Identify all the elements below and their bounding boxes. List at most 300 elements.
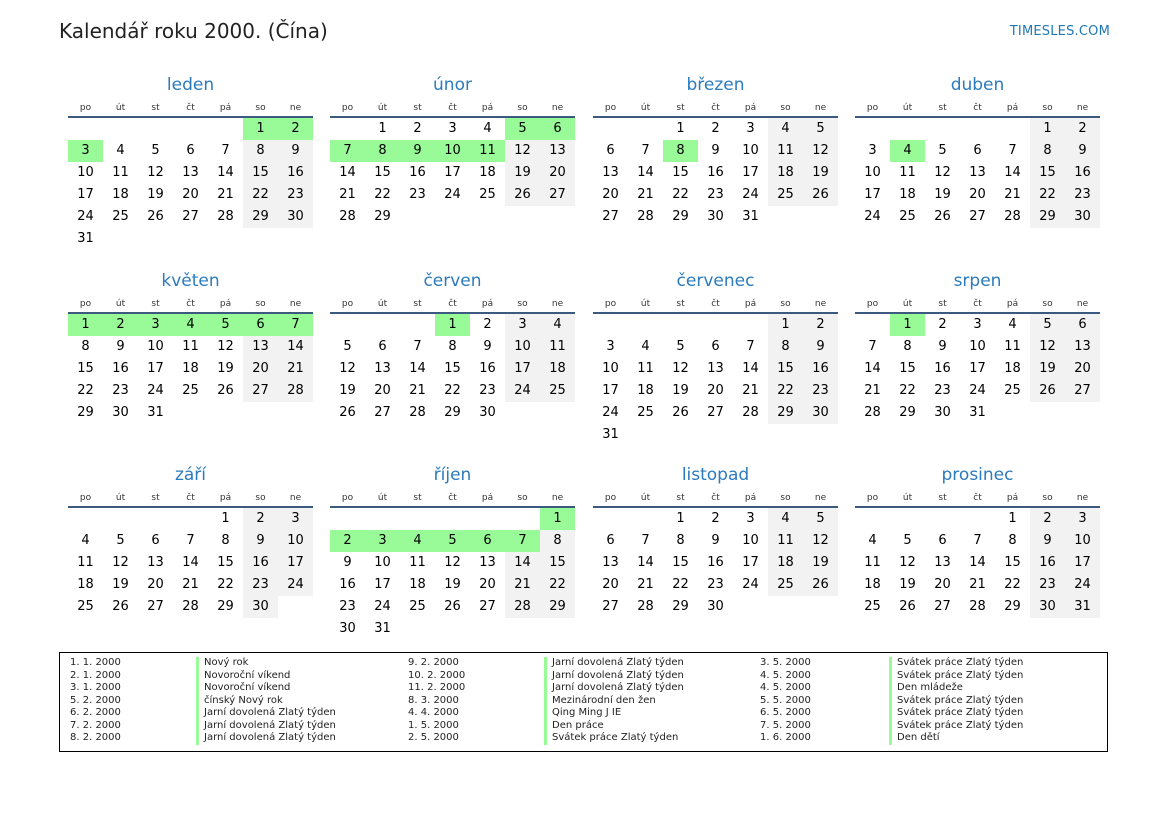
day-cell: 12 xyxy=(803,530,838,552)
day-cell: 22 xyxy=(899,383,916,398)
day-cell: 16 xyxy=(803,358,838,380)
day-cell: 12 xyxy=(147,165,164,180)
day-cell: 7 xyxy=(1008,143,1017,158)
day-cell: 13 xyxy=(707,361,724,376)
weekday-label: st xyxy=(676,299,685,309)
day-cell: 24 xyxy=(864,209,881,224)
day-cell: 6 xyxy=(243,314,278,336)
weekday-label: út xyxy=(115,493,126,503)
day-cell: 26 xyxy=(217,383,234,398)
legend-row xyxy=(408,682,738,695)
day-cell: 10 xyxy=(278,530,313,552)
empty-cell xyxy=(68,508,103,530)
legend-row xyxy=(760,720,1090,733)
day-cell: 3 xyxy=(606,339,615,354)
day-cell: 20 xyxy=(147,577,164,592)
day-cell: 9 xyxy=(711,143,720,158)
day-cell: 27 xyxy=(707,405,724,420)
empty-cell xyxy=(103,508,138,530)
day-cell: 5 xyxy=(803,508,838,530)
day-cell: 28 xyxy=(278,380,313,402)
month-name: červenec xyxy=(676,271,755,291)
day-cell: 27 xyxy=(182,209,199,224)
day-cell: 17 xyxy=(969,361,986,376)
day-cell: 25 xyxy=(540,380,575,402)
weekday-label: pá xyxy=(1006,103,1019,113)
day-cell: 16 xyxy=(409,165,426,180)
empty-cell xyxy=(890,118,925,140)
day-cell: 3 xyxy=(973,317,982,332)
weekday-label: čt xyxy=(973,299,982,309)
weekday-label: ne xyxy=(289,103,302,113)
empty-cell xyxy=(505,508,540,530)
day-cell: 11 xyxy=(182,339,199,354)
day-cell: 12 xyxy=(803,140,838,162)
day-cell: 24 xyxy=(742,187,759,202)
holiday-name: Jarní dovolená Zlatý týden xyxy=(544,682,684,695)
holiday-name: Den práce xyxy=(544,720,604,733)
day-cell: 13 xyxy=(602,165,619,180)
day-cell: 26 xyxy=(112,599,129,614)
day-cell: 28 xyxy=(409,405,426,420)
day-cell: 6 xyxy=(606,143,615,158)
weekday-label: pá xyxy=(481,493,494,503)
day-cell: 17 xyxy=(864,187,881,202)
day-cell: 3 xyxy=(365,530,400,552)
holiday-date: 6. 2. 2000 xyxy=(70,707,121,718)
day-cell: 7 xyxy=(746,339,755,354)
day-cell: 26 xyxy=(672,405,689,420)
empty-cell xyxy=(855,508,890,530)
weekday-label: st xyxy=(938,299,947,309)
weekday-label: čt xyxy=(448,299,457,309)
day-cell: 5 xyxy=(676,339,685,354)
day-cell: 14 xyxy=(969,555,986,570)
day-cell: 20 xyxy=(602,187,619,202)
day-cell: 14 xyxy=(637,555,654,570)
day-cell: 30 xyxy=(934,405,951,420)
day-cell: 14 xyxy=(182,555,199,570)
day-cell: 29 xyxy=(243,206,278,228)
legend-column xyxy=(70,657,400,745)
day-cell: 20 xyxy=(182,187,199,202)
day-cell: 16 xyxy=(707,555,724,570)
day-cell: 2 xyxy=(413,121,422,136)
day-cell: 25 xyxy=(409,599,426,614)
weekday-label: po xyxy=(866,299,879,309)
day-cell: 15 xyxy=(899,361,916,376)
weekday-header xyxy=(68,102,313,118)
day-cell: 16 xyxy=(707,165,724,180)
weekday-label: so xyxy=(255,493,266,503)
day-cell: 27 xyxy=(147,599,164,614)
day-cell: 23 xyxy=(934,383,951,398)
empty-cell xyxy=(68,118,103,140)
day-cell: 5 xyxy=(1030,314,1065,336)
day-cell: 6 xyxy=(151,533,160,548)
day-cell: 30 xyxy=(278,206,313,228)
empty-cell xyxy=(733,314,768,336)
weekday-label: út xyxy=(377,493,388,503)
day-cell: 2 xyxy=(278,118,313,140)
holiday-date: 5. 2. 2000 xyxy=(70,694,121,706)
day-cell: 13 xyxy=(969,165,986,180)
day-cell: 7 xyxy=(868,339,877,354)
holiday-name: Jarní dovolená Zlatý týden xyxy=(196,732,336,745)
legend-row xyxy=(408,695,738,708)
weekday-label: pá xyxy=(744,299,757,309)
day-cell: 20 xyxy=(243,358,278,380)
day-grid xyxy=(68,314,313,424)
weekday-header xyxy=(855,298,1100,314)
legend-row xyxy=(760,695,1090,708)
day-cell: 10 xyxy=(969,339,986,354)
day-cell: 14 xyxy=(505,552,540,574)
weekday-label: so xyxy=(1042,493,1053,503)
empty-cell xyxy=(435,508,470,530)
day-cell: 16 xyxy=(1065,162,1100,184)
holiday-name: Mezinárodní den žen xyxy=(544,695,656,708)
day-cell: 6 xyxy=(540,118,575,140)
day-grid xyxy=(855,118,1100,228)
day-cell: 12 xyxy=(899,555,916,570)
day-cell: 20 xyxy=(602,577,619,592)
day-cell: 6 xyxy=(938,533,947,548)
empty-cell xyxy=(925,118,960,140)
weekday-label: ne xyxy=(289,493,302,503)
day-cell: 6 xyxy=(470,530,505,552)
day-cell: 18 xyxy=(637,383,654,398)
day-cell: 11 xyxy=(768,140,803,162)
day-cell: 15 xyxy=(217,555,234,570)
legend-row xyxy=(70,695,400,708)
weekday-label: po xyxy=(866,103,879,113)
day-cell: 11 xyxy=(540,336,575,358)
day-cell: 4 xyxy=(173,314,208,336)
day-cell: 30 xyxy=(479,405,496,420)
day-cell: 18 xyxy=(540,358,575,380)
day-cell: 20 xyxy=(707,383,724,398)
day-cell: 7 xyxy=(330,140,365,162)
weekday-label: so xyxy=(1042,299,1053,309)
day-cell: 26 xyxy=(803,574,838,596)
empty-cell xyxy=(365,314,400,336)
holiday-date: 3. 5. 2000 xyxy=(760,657,811,668)
empty-cell xyxy=(925,508,960,530)
day-cell: 5 xyxy=(343,339,352,354)
holiday-date: 10. 2. 2000 xyxy=(408,669,466,681)
day-cell: 5 xyxy=(151,143,160,158)
weekday-header xyxy=(855,102,1100,118)
day-cell: 24 xyxy=(147,383,164,398)
day-cell: 21 xyxy=(409,383,426,398)
empty-cell xyxy=(365,508,400,530)
day-cell: 24 xyxy=(77,209,94,224)
empty-cell xyxy=(855,118,890,140)
day-cell: 24 xyxy=(969,383,986,398)
day-cell: 7 xyxy=(641,143,650,158)
day-cell: 2 xyxy=(1065,118,1100,140)
day-cell: 3 xyxy=(448,121,457,136)
day-cell: 2 xyxy=(103,314,138,336)
empty-cell xyxy=(470,508,505,530)
day-cell: 21 xyxy=(278,358,313,380)
day-cell: 22 xyxy=(374,187,391,202)
weekday-header xyxy=(68,298,313,314)
day-cell: 26 xyxy=(339,405,356,420)
day-cell: 26 xyxy=(1030,380,1065,402)
day-cell: 26 xyxy=(803,184,838,206)
day-cell: 15 xyxy=(374,165,391,180)
day-cell: 20 xyxy=(1065,358,1100,380)
day-cell: 19 xyxy=(339,383,356,398)
day-cell: 2 xyxy=(803,314,838,336)
legend-row xyxy=(70,657,400,670)
weekday-label: čt xyxy=(711,299,720,309)
day-cell: 29 xyxy=(899,405,916,420)
legend-row xyxy=(70,682,400,695)
day-cell: 24 xyxy=(374,599,391,614)
empty-cell xyxy=(628,508,663,530)
day-cell: 19 xyxy=(1030,358,1065,380)
day-cell: 9 xyxy=(1065,140,1100,162)
day-cell: 13 xyxy=(602,555,619,570)
weekday-label: čt xyxy=(186,103,195,113)
day-cell: 6 xyxy=(1065,314,1100,336)
weekday-label: čt xyxy=(711,103,720,113)
day-cell: 9 xyxy=(803,336,838,358)
day-cell: 21 xyxy=(742,383,759,398)
day-cell: 4 xyxy=(81,533,90,548)
day-cell: 14 xyxy=(637,165,654,180)
day-cell: 10 xyxy=(77,165,94,180)
day-cell: 22 xyxy=(1030,184,1065,206)
holiday-name: Svátek práce Zlatý týden xyxy=(544,732,678,745)
day-cell: 18 xyxy=(1004,361,1021,376)
legend-row xyxy=(70,732,400,745)
day-cell: 10 xyxy=(505,336,540,358)
day-cell: 18 xyxy=(479,165,496,180)
legend-row xyxy=(760,670,1090,683)
day-cell: 12 xyxy=(112,555,129,570)
holiday-name: Svátek práce Zlatý týden xyxy=(889,720,1023,733)
month-name: srpen xyxy=(953,271,1002,291)
holiday-name: Novoroční víkend xyxy=(196,670,290,683)
day-cell: 2 xyxy=(938,317,947,332)
day-cell: 9 xyxy=(483,339,492,354)
day-cell: 27 xyxy=(243,380,278,402)
empty-cell xyxy=(138,118,173,140)
holiday-legend xyxy=(59,652,1108,752)
day-cell: 6 xyxy=(378,339,387,354)
day-cell: 8 xyxy=(903,339,912,354)
day-cell: 27 xyxy=(374,405,391,420)
day-cell: 16 xyxy=(339,577,356,592)
holiday-date: 7. 2. 2000 xyxy=(70,719,121,731)
weekday-label: ne xyxy=(289,299,302,309)
day-cell: 7 xyxy=(413,339,422,354)
month-3 xyxy=(855,74,1100,228)
day-cell: 5 xyxy=(505,118,540,140)
day-grid xyxy=(68,118,313,250)
day-cell: 18 xyxy=(409,577,426,592)
day-cell: 19 xyxy=(803,552,838,574)
legend-row xyxy=(760,657,1090,670)
day-cell: 11 xyxy=(409,555,426,570)
day-cell: 19 xyxy=(899,577,916,592)
empty-cell xyxy=(593,118,628,140)
day-cell: 13 xyxy=(147,555,164,570)
day-cell: 4 xyxy=(483,121,492,136)
day-cell: 7 xyxy=(505,530,540,552)
day-cell: 8 xyxy=(365,140,400,162)
day-cell: 6 xyxy=(606,533,615,548)
day-cell: 10 xyxy=(374,555,391,570)
day-cell: 7 xyxy=(186,533,195,548)
day-cell: 25 xyxy=(899,209,916,224)
day-cell: 7 xyxy=(641,533,650,548)
day-cell: 12 xyxy=(339,361,356,376)
weekday-label: po xyxy=(604,299,617,309)
day-cell: 20 xyxy=(374,383,391,398)
day-cell: 11 xyxy=(768,530,803,552)
empty-cell xyxy=(400,508,435,530)
empty-cell xyxy=(330,508,365,530)
day-cell: 16 xyxy=(112,361,129,376)
day-cell: 24 xyxy=(742,577,759,592)
day-grid xyxy=(330,508,575,640)
day-cell: 13 xyxy=(540,140,575,162)
month-2 xyxy=(593,74,838,228)
day-cell: 21 xyxy=(864,383,881,398)
day-cell: 25 xyxy=(112,209,129,224)
brand-link[interactable]: TIMESLES.COM xyxy=(1009,24,1110,39)
month-name: březen xyxy=(686,75,745,95)
weekday-label: po xyxy=(341,299,354,309)
day-cell: 17 xyxy=(374,577,391,592)
month-6 xyxy=(593,270,838,446)
weekday-label: ne xyxy=(1076,103,1089,113)
day-cell: 20 xyxy=(969,187,986,202)
weekday-label: út xyxy=(640,103,651,113)
day-cell: 29 xyxy=(540,596,575,618)
day-cell: 16 xyxy=(479,361,496,376)
day-cell: 21 xyxy=(637,187,654,202)
day-cell: 10 xyxy=(1065,530,1100,552)
empty-cell xyxy=(173,508,208,530)
day-cell: 31 xyxy=(147,405,164,420)
day-cell: 30 xyxy=(803,402,838,424)
month-name: duben xyxy=(950,75,1005,95)
day-cell: 18 xyxy=(768,162,803,184)
day-cell: 8 xyxy=(1030,140,1065,162)
day-cell: 28 xyxy=(217,209,234,224)
holiday-date: 1. 6. 2000 xyxy=(760,732,811,743)
day-cell: 23 xyxy=(1065,184,1100,206)
empty-cell xyxy=(208,118,243,140)
weekday-label: pá xyxy=(1006,493,1019,503)
month-name: červen xyxy=(423,271,482,291)
day-cell: 10 xyxy=(147,339,164,354)
weekday-label: st xyxy=(676,493,685,503)
weekday-label: pá xyxy=(219,299,232,309)
day-cell: 15 xyxy=(243,162,278,184)
day-cell: 15 xyxy=(77,361,94,376)
holiday-date: 6. 5. 2000 xyxy=(760,707,811,718)
month-7 xyxy=(855,270,1100,424)
day-cell: 2 xyxy=(483,317,492,332)
holiday-date: 1. 1. 2000 xyxy=(70,657,121,668)
weekday-label: čt xyxy=(448,103,457,113)
weekday-label: so xyxy=(780,493,791,503)
day-cell: 22 xyxy=(444,383,461,398)
empty-cell xyxy=(960,508,995,530)
weekday-label: po xyxy=(604,103,617,113)
day-cell: 8 xyxy=(768,336,803,358)
day-cell: 21 xyxy=(182,577,199,592)
day-cell: 28 xyxy=(637,599,654,614)
day-cell: 30 xyxy=(707,209,724,224)
day-cell: 8 xyxy=(676,533,685,548)
day-cell: 4 xyxy=(890,140,925,162)
day-cell: 14 xyxy=(742,361,759,376)
day-cell: 25 xyxy=(768,574,803,596)
legend-row xyxy=(70,670,400,683)
day-cell: 5 xyxy=(208,314,243,336)
day-cell: 23 xyxy=(112,383,129,398)
holiday-name: Svátek práce Zlatý týden xyxy=(889,707,1023,720)
day-cell: 17 xyxy=(278,552,313,574)
holiday-date: 4. 5. 2000 xyxy=(760,669,811,681)
weekday-label: čt xyxy=(711,493,720,503)
day-cell: 23 xyxy=(707,577,724,592)
empty-cell xyxy=(400,314,435,336)
weekday-label: st xyxy=(151,103,160,113)
weekday-label: čt xyxy=(186,493,195,503)
holiday-name: Svátek práce Zlatý týden xyxy=(889,657,1023,670)
weekday-label: st xyxy=(938,493,947,503)
day-cell: 29 xyxy=(77,405,94,420)
day-cell: 9 xyxy=(400,140,435,162)
day-cell: 29 xyxy=(1004,599,1021,614)
empty-cell xyxy=(663,314,698,336)
day-cell: 15 xyxy=(540,552,575,574)
day-cell: 22 xyxy=(243,184,278,206)
day-cell: 17 xyxy=(444,165,461,180)
day-cell: 29 xyxy=(444,405,461,420)
weekday-header xyxy=(593,492,838,508)
day-cell: 28 xyxy=(505,596,540,618)
weekday-label: ne xyxy=(814,103,827,113)
day-cell: 1 xyxy=(68,314,103,336)
day-cell: 1 xyxy=(435,314,470,336)
holiday-date: 7. 5. 2000 xyxy=(760,719,811,731)
day-cell: 7 xyxy=(221,143,230,158)
day-cell: 21 xyxy=(505,574,540,596)
holiday-date: 3. 1. 2000 xyxy=(70,682,121,693)
day-cell: 17 xyxy=(742,165,759,180)
empty-cell xyxy=(330,314,365,336)
day-cell: 26 xyxy=(505,184,540,206)
day-cell: 28 xyxy=(969,599,986,614)
day-cell: 19 xyxy=(444,577,461,592)
legend-row xyxy=(408,670,738,683)
page-title: Kalendář roku 2000. (Čína) xyxy=(59,19,328,43)
holiday-name: Svátek práce Zlatý týden xyxy=(889,695,1023,708)
weekday-label: ne xyxy=(814,299,827,309)
holiday-date: 1. 5. 2000 xyxy=(408,719,459,731)
day-cell: 19 xyxy=(217,361,234,376)
